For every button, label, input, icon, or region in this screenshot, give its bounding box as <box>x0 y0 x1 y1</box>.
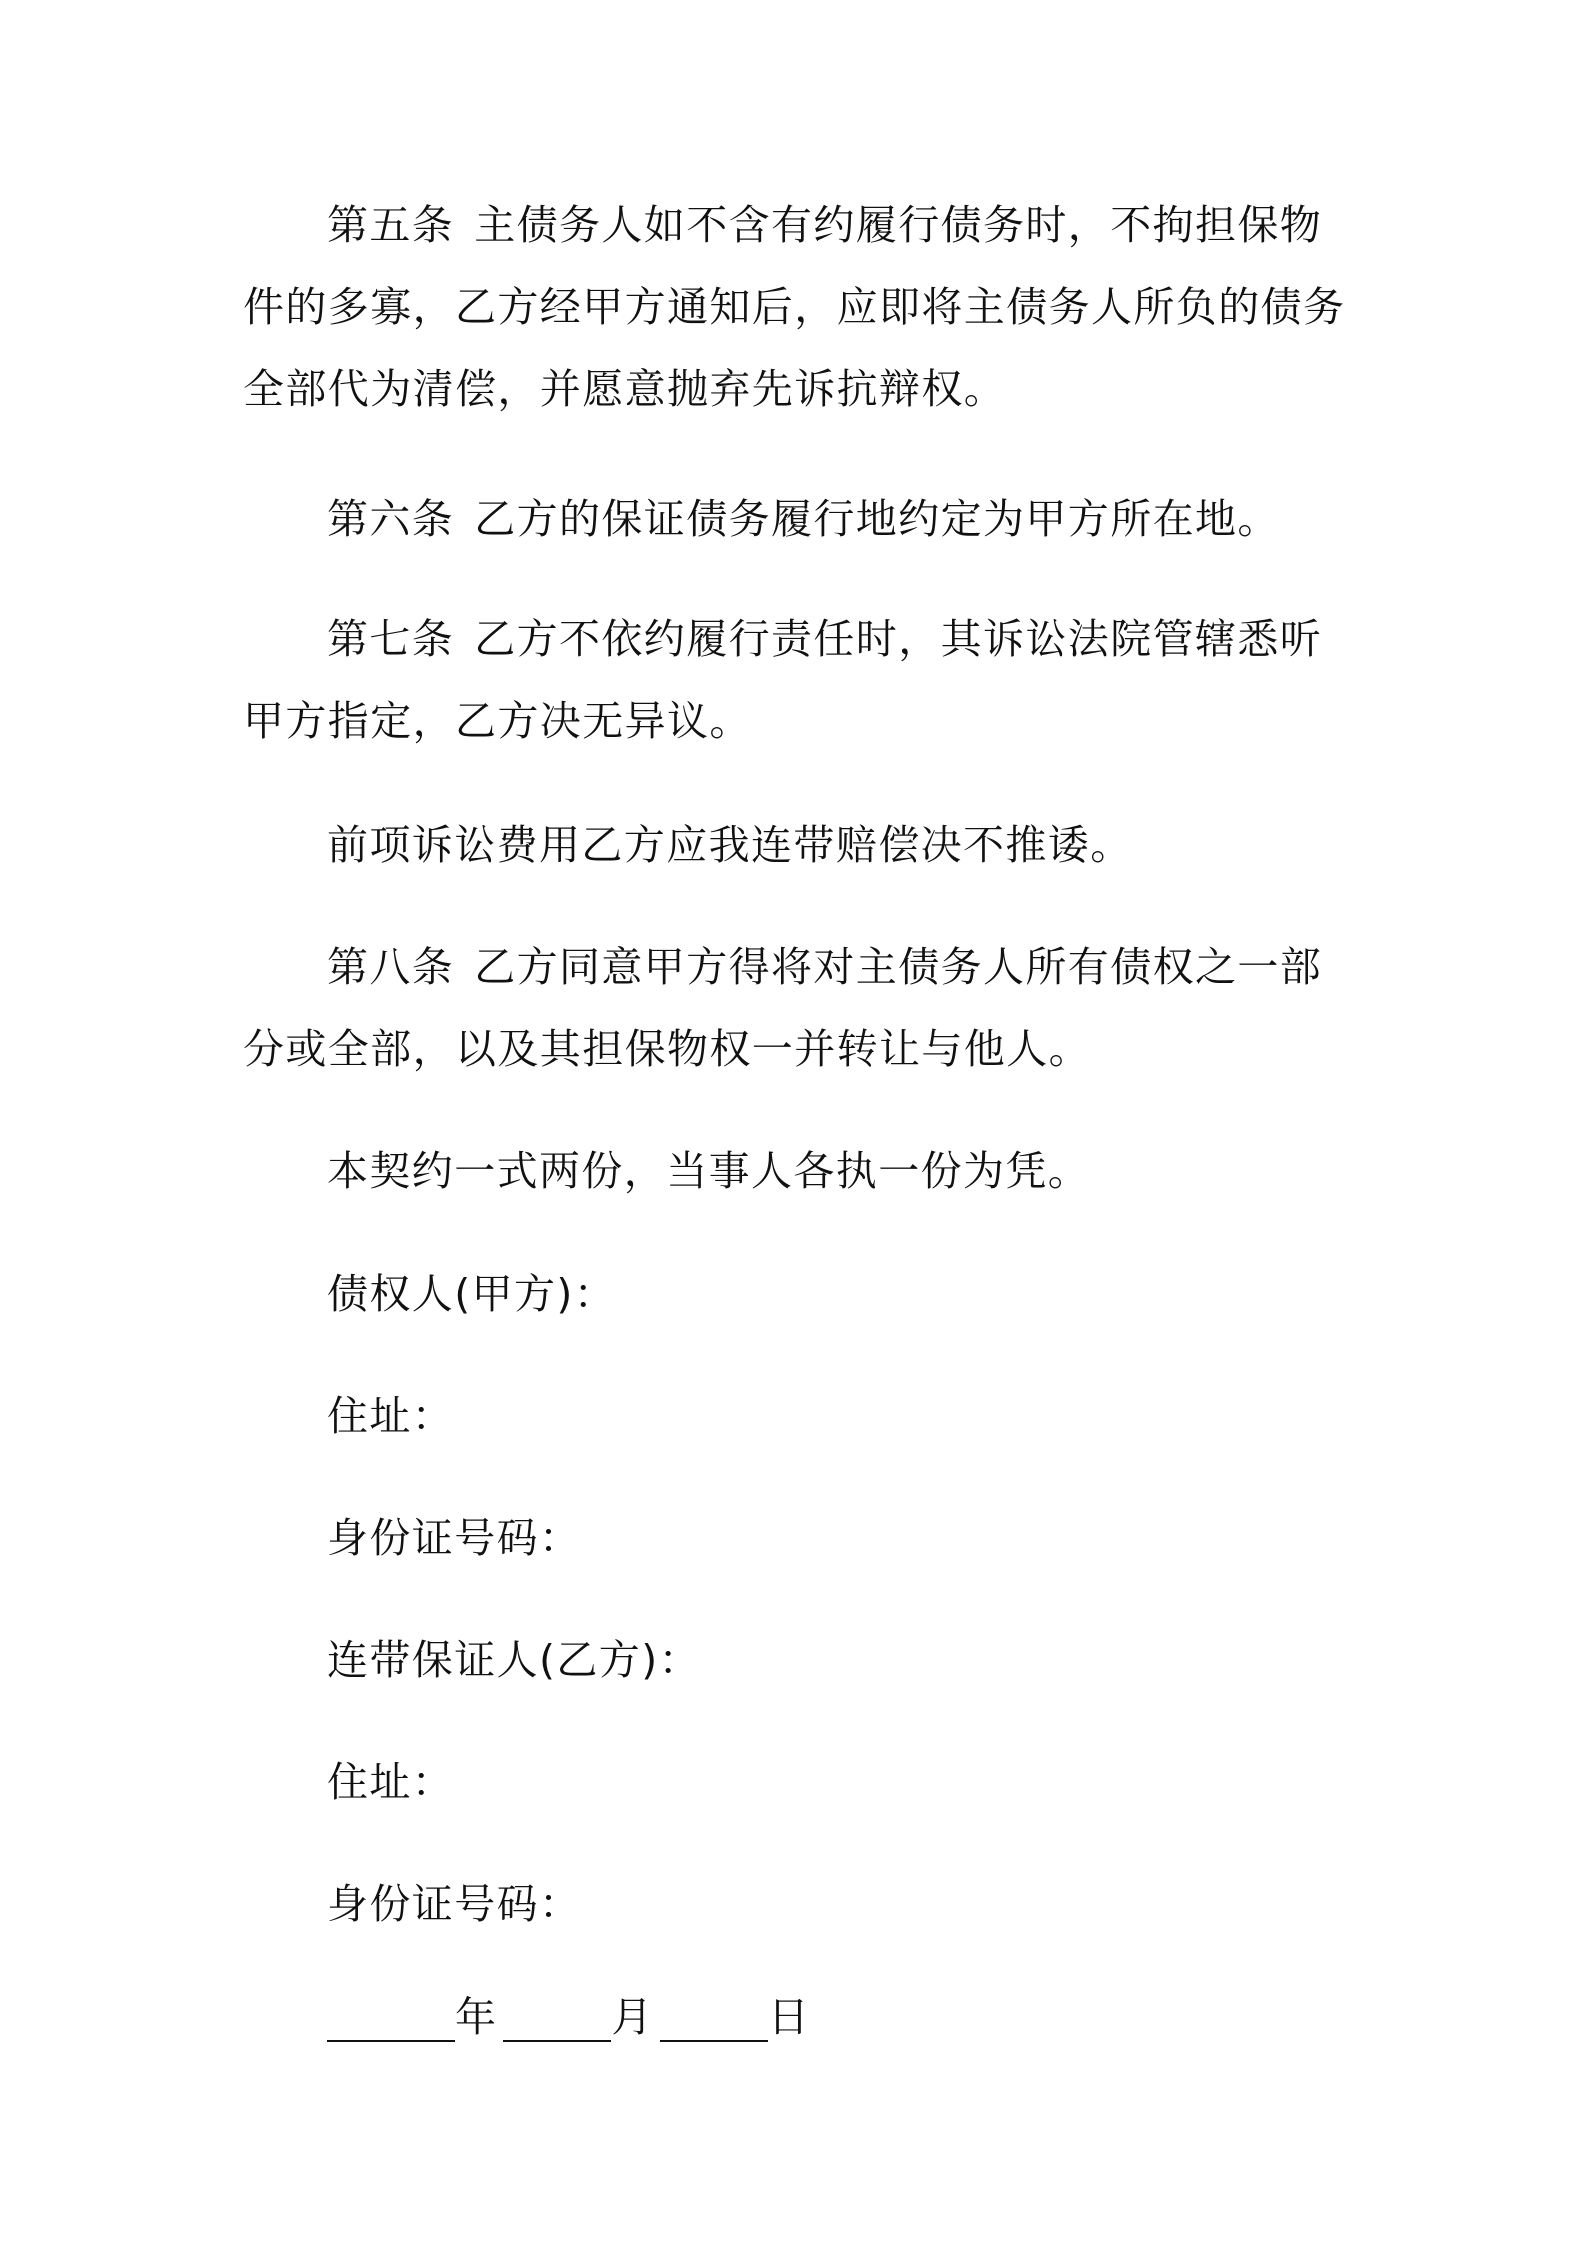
month-blank <box>503 1980 611 2042</box>
clause-article-6 <box>243 478 1353 560</box>
clause-label: 第五条 <box>327 201 455 249</box>
guarantor-label: 连带保证人(乙方)： <box>327 1636 701 1684</box>
signing-date <box>327 1976 810 2058</box>
clause-label: 第六条 <box>327 495 455 543</box>
clause-text: 乙方不依约履行责任时，其诉讼法院管辖悉听甲方指定，乙方决无异议。 <box>243 615 1323 745</box>
guarantor-address-label: 住址： <box>327 1758 455 1806</box>
litigation-costs-paragraph: 前项诉讼费用乙方应我连带赔偿决不推诿。 <box>327 821 1133 869</box>
year-label: 年 <box>455 1993 498 2041</box>
clause-text: 主债务人如不含有约履行债务时，不拘担保物件的多寡，乙方经甲方通知后，应即将主债务人所负的债务全部代为清偿，并愿意抛弃先诉抗辩权。 <box>243 201 1346 413</box>
creditor-address-label: 住址： <box>327 1392 455 1440</box>
clause-text: 乙方的保证债务履行地约定为甲方所在地。 <box>474 495 1280 543</box>
month-label: 月 <box>611 1993 654 2041</box>
clause-label: 第七条 <box>327 615 455 663</box>
clause-article-5 <box>243 184 1353 430</box>
day-blank <box>660 1980 768 2042</box>
guarantor-id-label: 身份证号码： <box>327 1880 582 1928</box>
year-blank <box>327 1980 455 2042</box>
creditor-id-label: 身份证号码： <box>327 1514 582 1562</box>
copies-paragraph: 本契约一式两份，当事人各执一份为凭。 <box>327 1147 1091 1195</box>
clause-article-7 <box>243 598 1353 762</box>
clause-text: 乙方同意甲方得将对主债务人所有债权之一部分或全部，以及其担保物权一并转让与他人。 <box>243 943 1323 1073</box>
creditor-label: 债权人(甲方)： <box>327 1270 617 1318</box>
clause-article-8 <box>243 926 1353 1090</box>
clause-label: 第八条 <box>327 943 455 991</box>
day-label: 日 <box>767 1993 811 2041</box>
